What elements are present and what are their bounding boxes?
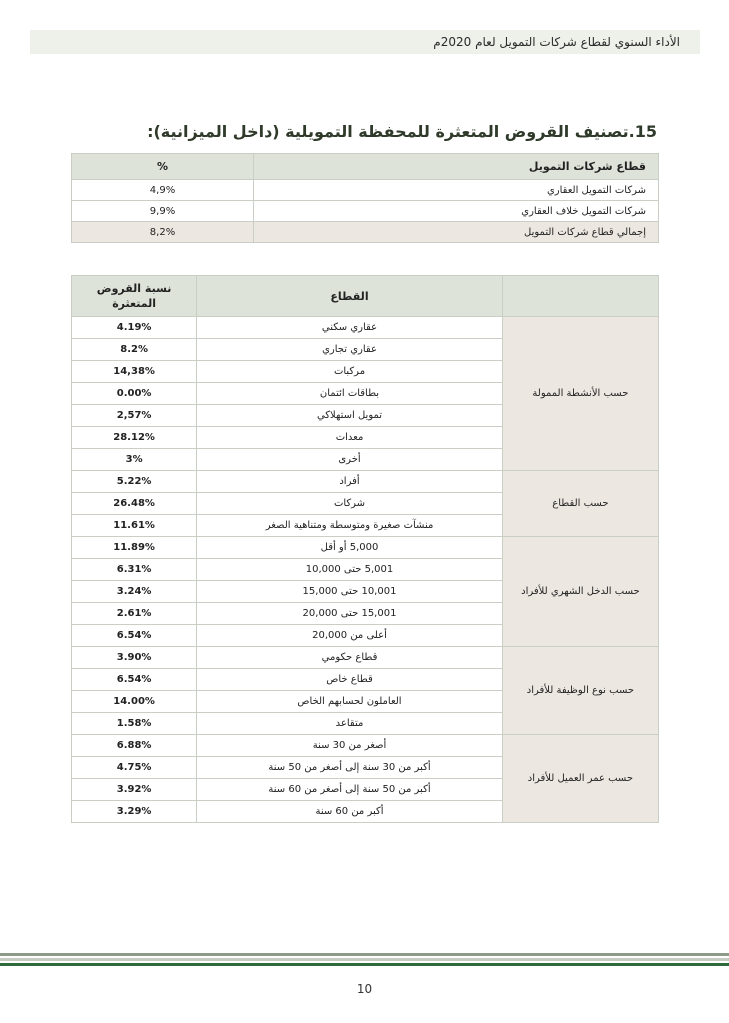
t1-header-pct: % — [72, 154, 254, 180]
t2-sector: 10,001 حتى 15,000 — [197, 581, 503, 603]
t2-pct: 28.12% — [72, 427, 197, 449]
t1-header-sector: قطاع شركات التمويل — [254, 154, 659, 180]
t2-sector: أفراد — [197, 471, 503, 493]
t2-sector: عقاري تجاري — [197, 339, 503, 361]
t2-pct: 6.54% — [72, 625, 197, 647]
t2-pct: 0.00% — [72, 383, 197, 405]
footer-line — [0, 958, 729, 961]
table-row — [72, 537, 659, 559]
t2-group-label: حسب الأنشطة الممولة — [502, 317, 658, 471]
t2-sector: متقاعد — [197, 713, 503, 735]
t1-pct: 8,2% — [72, 222, 254, 243]
t2-pct: 3.29% — [72, 801, 197, 823]
t2-pct: 14.00% — [72, 691, 197, 713]
t1-pct: 9,9% — [72, 201, 254, 222]
t2-header-pct — [72, 276, 197, 317]
table-row — [72, 201, 659, 222]
t2-sector: معدات — [197, 427, 503, 449]
table-row — [72, 317, 659, 339]
t2-pct: 3.90% — [72, 647, 197, 669]
t2-sector: العاملون لحسابهم الخاص — [197, 691, 503, 713]
t1-sector: شركات التمويل العقاري — [254, 180, 659, 201]
t2-pct: 3.24% — [72, 581, 197, 603]
t2-pct: 11.89% — [72, 537, 197, 559]
t2-sector: 15,001 حتى 20,000 — [197, 603, 503, 625]
t2-pct: 8.2% — [72, 339, 197, 361]
table-row — [72, 735, 659, 757]
t2-group-label: حسب نوع الوظيفة للأفراد — [502, 647, 658, 735]
t2-pct: 2.61% — [72, 603, 197, 625]
t2-sector: قطاع خاص — [197, 669, 503, 691]
t2-group-label: حسب عمر العميل للأفراد — [502, 735, 658, 823]
t2-sector: قطاع حكومي — [197, 647, 503, 669]
page-number: 10 — [356, 982, 373, 996]
t2-pct: 4.75% — [72, 757, 197, 779]
t2-sector: أخرى — [197, 449, 503, 471]
t2-sector: بطاقات ائتمان — [197, 383, 503, 405]
t2-group-label: حسب القطاع — [502, 471, 658, 537]
table-row — [72, 180, 659, 201]
t2-pct: 14,38% — [72, 361, 197, 383]
t2-header-pct-line1: نسبة القروض — [96, 282, 172, 295]
t2-sector: أكبر من 30 سنة إلى أصغر من 50 سنة — [197, 757, 503, 779]
t2-sector: أكبر من 60 سنة — [197, 801, 503, 823]
npl-classification-table — [71, 275, 659, 823]
t2-sector: عقاري سكني — [197, 317, 503, 339]
t2-pct: 11.61% — [72, 515, 197, 537]
header-title: الأداء السنوي لقطاع شركات التمويل لعام 2020م — [433, 35, 680, 49]
t2-pct: 1.58% — [72, 713, 197, 735]
t2-sector: 5,000 أو أقل — [197, 537, 503, 559]
t2-pct: 6.31% — [72, 559, 197, 581]
t2-pct: 6.88% — [72, 735, 197, 757]
sector-summary-table — [71, 153, 659, 243]
t2-group-label: حسب الدخل الشهري للأفراد — [502, 537, 658, 647]
footer-line — [0, 953, 729, 956]
table-row-total — [72, 222, 659, 243]
t1-sector: إجمالي قطاع شركات التمويل — [254, 222, 659, 243]
table-row — [72, 471, 659, 493]
t2-header-pct-line2: المتعثرة — [112, 297, 156, 310]
t2-pct: 26.48% — [72, 493, 197, 515]
t2-header-group — [502, 276, 658, 317]
table-row — [72, 647, 659, 669]
footer-divider — [0, 953, 729, 968]
t2-pct: 3% — [72, 449, 197, 471]
t2-pct: 5.22% — [72, 471, 197, 493]
footer-line — [0, 963, 729, 966]
t1-pct: 4,9% — [72, 180, 254, 201]
t2-pct: 2,57% — [72, 405, 197, 427]
t2-sector: أصغر من 30 سنة — [197, 735, 503, 757]
t1-sector: شركات التمويل خلاف العقاري — [254, 201, 659, 222]
header-bar — [30, 30, 700, 54]
t2-sector: شركات — [197, 493, 503, 515]
t2-pct: 6.54% — [72, 669, 197, 691]
t2-sector: أعلى من 20,000 — [197, 625, 503, 647]
section-title: 15.تصنيف القروض المتعثرة للمحفظة التمويلية (داخل الميزانية): — [147, 122, 657, 141]
t2-pct: 4.19% — [72, 317, 197, 339]
t2-sector: أكبر من 50 سنة إلى أصغر من 60 سنة — [197, 779, 503, 801]
t2-sector: تمويل استهلاكي — [197, 405, 503, 427]
t2-sector: منشآت صغيرة ومتوسطة ومتناهية الصغر — [197, 515, 503, 537]
t2-sector: 5,001 حتى 10,000 — [197, 559, 503, 581]
t2-header-sector: القطاع — [197, 276, 503, 317]
t2-pct: 3.92% — [72, 779, 197, 801]
t2-sector: مركبات — [197, 361, 503, 383]
